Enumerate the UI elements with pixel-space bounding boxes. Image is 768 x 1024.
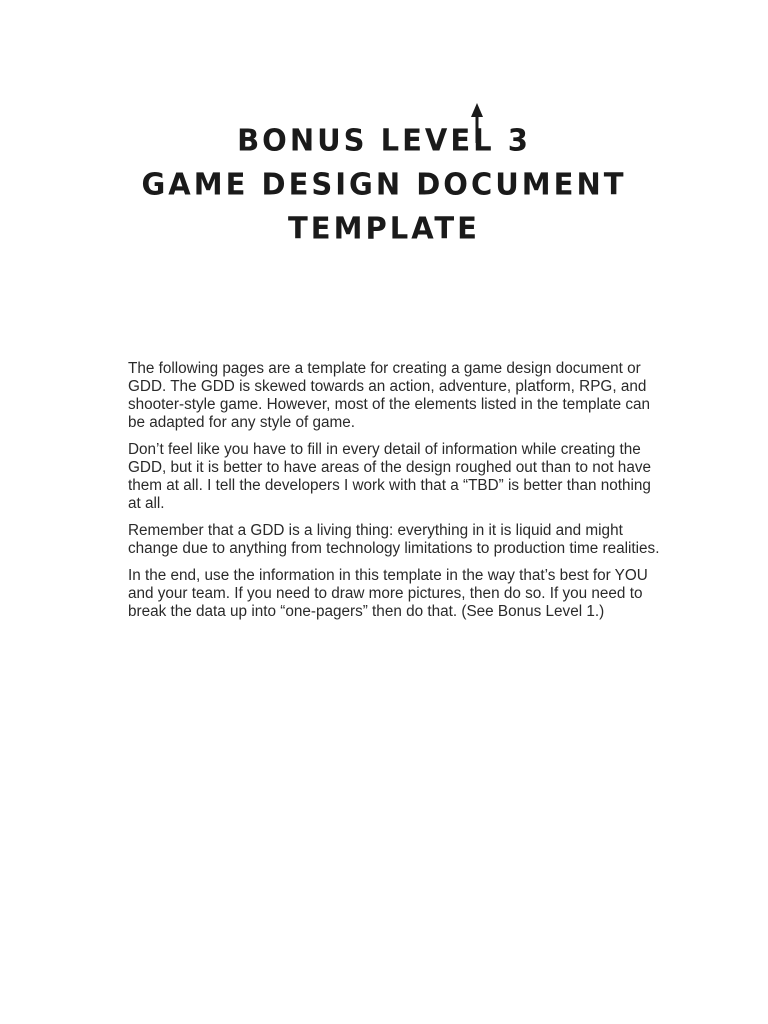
title-line-1: BONUS LEVEL 3 <box>237 122 531 158</box>
paragraph: In the end, use the information in this template in the way that’s best for YOU and your team. If you need to draw more pictures, then do so. If you need to break the data up into “one-pagers” then do that. (See Bonus Level 1.) <box>128 567 648 620</box>
title-line-3: TEMPLATE <box>288 210 480 246</box>
title-line-2: GAME DESIGN DOCUMENT <box>141 166 627 202</box>
paragraph: Don’t feel like you have to fill in every detail of information while creating the GDD, but it is better to have areas of the design roughed out than to not have them at all. I tell the developers I work with that a “TBD” is better than nothing at all. <box>128 441 651 512</box>
paragraph: Remember that a GDD is a living thing: everything in it is liquid and might change due to anything from technology limitations to production time realities. <box>128 522 660 557</box>
body-text <box>128 360 660 630</box>
paragraph: The following pages are a template for creating a game design document or GDD. The GDD is skewed towards an action, adventure, platform, RPG, and shooter-style game. However, most of the elements listed in the template can be adapted for any style of game. <box>128 360 651 431</box>
page-title <box>0 118 768 250</box>
